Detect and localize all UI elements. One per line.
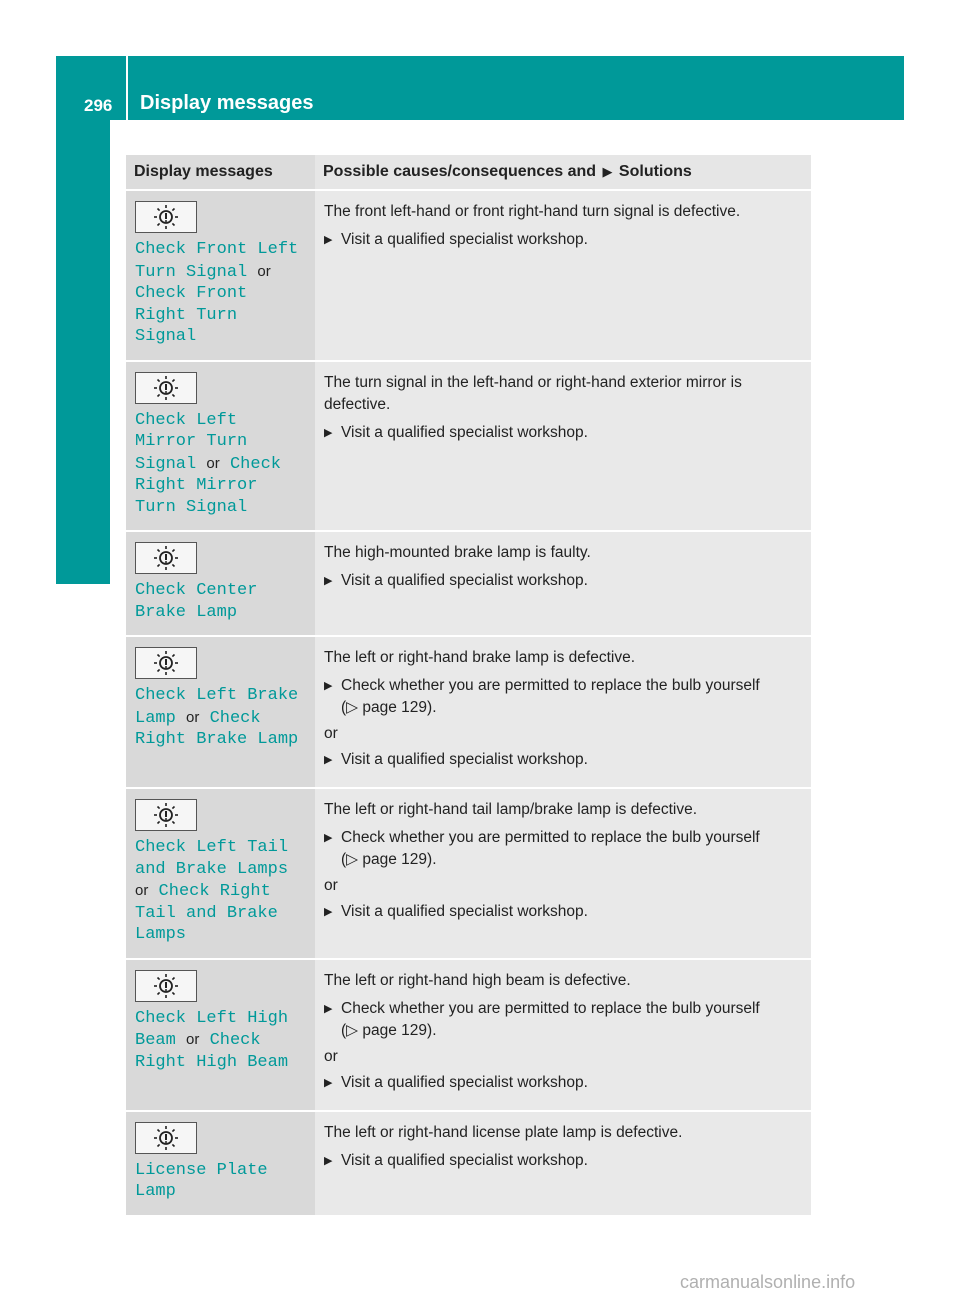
column-header-messages: Display messages — [126, 155, 315, 190]
message-cell — [126, 361, 315, 532]
solution-step — [324, 229, 801, 251]
solution-step — [324, 1150, 801, 1172]
table-row — [126, 1111, 811, 1216]
play-arrow-icon: ▶ — [324, 906, 333, 918]
play-arrow-icon: ▶ — [324, 832, 333, 844]
play-arrow-icon: ▶ — [324, 1002, 333, 1015]
or-connector: or — [186, 708, 200, 726]
message-fragment: Check Left Brake — [135, 686, 299, 705]
play-arrow-icon: ▶ — [324, 575, 333, 587]
display-message-text — [135, 685, 307, 751]
message-fragment: License Plate Lamp — [135, 1160, 268, 1201]
solution-cell — [315, 959, 811, 1111]
message-fragment: Turn Signal — [135, 262, 248, 282]
solution-step — [324, 1072, 801, 1094]
or-connector: or — [135, 882, 149, 899]
table-row — [126, 636, 811, 788]
cause-text: The front left-hand or front right-hand turn signal is defective. — [324, 203, 741, 220]
bulb-warning-icon — [135, 970, 197, 1002]
message-cell — [126, 636, 315, 788]
column-header-solutions-pre: Possible causes/consequences and — [323, 163, 597, 180]
cause-text: The turn signal in the left-hand or right-hand exterior mirror is defective. — [324, 373, 742, 413]
bulb-warning-icon — [135, 372, 197, 404]
page-number: 296 — [84, 96, 113, 115]
play-arrow-icon: ▶ — [324, 426, 333, 439]
bulb-warning-icon — [135, 799, 197, 831]
page-reference[interactable]: (▷ page 129). — [341, 1021, 437, 1039]
message-fragment: Check Front Left — [135, 240, 299, 259]
or-connector: or — [206, 454, 220, 472]
message-fragment: Signal — [135, 327, 197, 346]
solution-cell — [315, 1111, 811, 1216]
play-arrow-icon: ▶ — [324, 1154, 333, 1167]
solution-step — [324, 675, 801, 719]
table-body — [126, 190, 811, 1216]
column-header-solutions — [315, 155, 811, 190]
solution-step-text: Visit a qualified specialist workshop. — [341, 1073, 588, 1091]
cause-text: The left or right-hand license plate lamp is defective. — [324, 1123, 683, 1141]
solution-step-text: Visit a qualified specialist workshop. — [341, 1151, 588, 1169]
display-message-text — [135, 239, 307, 348]
cause-text: The left or right-hand brake lamp is defective. — [324, 649, 636, 666]
solution-step — [324, 749, 801, 771]
solution-step-text: Check whether you are permitted to replace the bulb yourself — [341, 677, 760, 694]
message-fragment: Check — [135, 284, 187, 303]
play-arrow-icon: ▶ — [324, 754, 333, 766]
or-connector: or — [324, 725, 338, 742]
display-message-text — [135, 1008, 307, 1074]
bulb-warning-icon — [135, 647, 197, 679]
or-connector: or — [186, 1031, 200, 1048]
solution-step — [324, 422, 801, 444]
message-fragment: and Brake Lamps — [135, 859, 289, 879]
message-fragment: Right High Beam — [135, 1052, 289, 1072]
or-connector: or — [324, 1047, 338, 1065]
bulb-warning-icon — [135, 201, 197, 233]
table-header-row — [126, 155, 811, 190]
table-row — [126, 788, 811, 959]
side-tab — [56, 120, 110, 584]
solution-cell — [315, 636, 811, 788]
cause-text: The left or right-hand high beam is defective. — [324, 971, 631, 989]
message-fragment: and Brake Lamps — [135, 903, 278, 944]
page-title: Display messages — [140, 92, 314, 114]
solution-step-text: Visit a qualified specialist workshop. — [341, 231, 588, 248]
bulb-warning-icon — [135, 1122, 197, 1154]
solution-step-text: Visit a qualified specialist workshop. — [341, 903, 588, 920]
header-divider — [126, 56, 128, 120]
solution-step-text: Visit a qualified specialist workshop. — [341, 423, 588, 441]
solution-step — [324, 998, 801, 1042]
page-reference[interactable]: (▷ page 129). — [341, 699, 437, 716]
table-row — [126, 959, 811, 1111]
message-fragment: Check — [209, 708, 261, 728]
solution-cell — [315, 788, 811, 959]
message-fragment: Lamp — [135, 708, 176, 728]
play-arrow-icon: ▶ — [324, 1076, 333, 1089]
table-row — [126, 190, 811, 361]
message-fragment: Check Left Mirror — [135, 410, 238, 451]
solution-cell — [315, 361, 811, 532]
solution-step-text: Check whether you are permitted to replace the bulb yourself — [341, 999, 760, 1017]
cause-text: The left or right-hand tail lamp/brake lamp is defective. — [324, 801, 698, 818]
solution-step — [324, 570, 801, 592]
cause-text: The high-mounted brake lamp is faulty. — [324, 544, 591, 561]
play-arrow-icon: ▶ — [324, 680, 333, 692]
message-cell — [126, 959, 315, 1111]
message-fragment: Lamp — [196, 602, 238, 622]
solution-step-text: Check whether you are permitted to replace the bulb yourself — [341, 829, 760, 846]
solution-cell — [315, 190, 811, 361]
bulb-warning-icon — [135, 542, 197, 574]
display-message-text — [135, 1160, 307, 1203]
message-fragment: Front Right Turn — [135, 284, 248, 325]
message-fragment: Right Brake Lamp — [135, 730, 299, 749]
display-message-text — [135, 410, 307, 519]
solution-step-text: Visit a qualified specialist workshop. — [341, 751, 588, 768]
message-fragment: Turn Signal — [135, 432, 248, 474]
message-fragment: Check Center Brake — [135, 581, 258, 622]
message-cell — [126, 531, 315, 636]
message-fragment: Turn Signal — [135, 497, 248, 517]
message-cell — [126, 788, 315, 959]
solution-cell — [315, 531, 811, 636]
message-cell — [126, 1111, 315, 1216]
message-fragment: Check Left High — [135, 1008, 289, 1028]
table-row — [126, 361, 811, 532]
solution-step-text: Visit a qualified specialist workshop. — [341, 572, 588, 589]
display-message-text — [135, 580, 307, 623]
side-tab-label: On-board computer and displays — [17, 161, 38, 459]
display-message-text — [135, 837, 307, 946]
play-arrow-icon: ▶ — [324, 234, 333, 246]
message-fragment: Beam — [135, 1031, 176, 1050]
display-messages-table — [126, 155, 811, 1217]
play-arrow-icon: ▶ — [602, 164, 613, 179]
message-fragment: Check Right Tail — [135, 882, 271, 923]
solution-step — [324, 827, 801, 871]
or-connector: or — [324, 877, 338, 894]
table-row — [126, 531, 811, 636]
page-reference[interactable]: (▷ page 129). — [341, 851, 437, 868]
watermark: carmanualsonline.info — [680, 1272, 856, 1292]
message-cell — [126, 190, 315, 361]
message-fragment: Check Left Tail — [135, 838, 289, 857]
or-connector: or — [257, 262, 271, 280]
message-fragment: Check — [209, 1031, 261, 1050]
column-header-solutions-post: Solutions — [618, 163, 692, 180]
message-fragment: Check Right Mirror — [135, 454, 281, 495]
solution-step — [324, 901, 801, 923]
